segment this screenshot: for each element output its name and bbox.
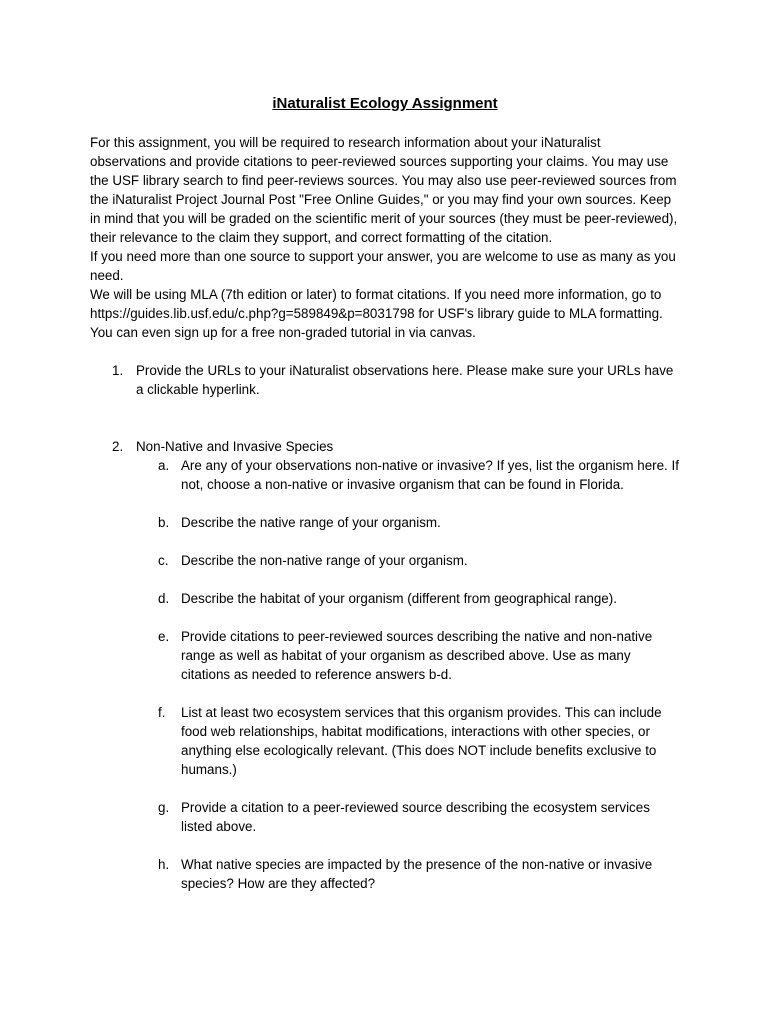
subquestion-text: Describe the native range of your organism. xyxy=(181,515,441,530)
subquestion-list xyxy=(136,456,680,893)
subquestion-a xyxy=(136,456,680,494)
subquestion-letter: d. xyxy=(158,591,170,606)
subquestion-g xyxy=(136,798,680,836)
subquestion-text: Are any of your observations non-native or invasive? If yes, list the organism here. If not, choose a non-native or invasive organism that can be found in Florida. xyxy=(181,458,679,492)
document-title: iNaturalist Ecology Assignment xyxy=(272,95,498,112)
subquestion-e xyxy=(136,627,680,684)
subquestion-letter: f. xyxy=(158,705,166,720)
subquestion-c xyxy=(136,551,680,570)
subquestion-f xyxy=(136,703,680,779)
subquestion-d xyxy=(136,589,680,608)
question-1 xyxy=(90,361,680,437)
question-number: 1. xyxy=(112,363,124,378)
mla-paragraph: We will be using MLA (7th edition or later) to format citations. If you need more information, go to https://guides.lib.usf.edu/c.php?g=589849&p=8031798 for USF's library guide to MLA formatting. You can even sign up for a free non-graded tutorial in via canvas. xyxy=(90,287,663,340)
question-list xyxy=(90,361,680,893)
subquestion-text: What native species are impacted by the presence of the non-native or invasive species? How are they affected? xyxy=(181,857,653,891)
subquestion-letter: h. xyxy=(158,857,170,872)
subquestion-text: List at least two ecosystem services that this organism provides. This can include food web relationships, habitat modifications, interactions with other species, or anything else ecologically relevant. (This does NOT include benefits exclusive to humans.) xyxy=(181,705,662,777)
subquestion-text: Describe the habitat of your organism (different from geographical range). xyxy=(181,591,617,606)
question-2 xyxy=(90,437,680,893)
subquestion-b xyxy=(136,513,680,532)
subquestion-letter: c. xyxy=(158,553,169,568)
subquestion-letter: b. xyxy=(158,515,170,530)
subquestion-letter: e. xyxy=(158,629,170,644)
intro-paragraph: For this assignment, you will be required to research information about your iNaturalist observations and provide citations to peer-reviewed sources supporting your claims. You may use the USF library search to find peer-reviews sources. You may also use peer-reviewed sources from the iNaturalist Project Journal Post "Free Online Guides," or you may find your own sources. Keep in mind that you will be graded on the scientific merit of your sources (they must be peer-reviewed), their relevance to the claim they support, and correct formatting of the citation. xyxy=(90,135,678,245)
question-text: Non-Native and Invasive Species xyxy=(136,439,334,454)
question-number: 2. xyxy=(112,439,124,454)
subquestion-text: Describe the non-native range of your organism. xyxy=(181,553,468,568)
multiple-sources-paragraph: If you need more than one source to support your answer, you are welcome to use as many as you need. xyxy=(90,249,676,283)
answer-space xyxy=(136,399,680,437)
subquestion-text: Provide citations to peer-reviewed sources describing the native and non-native range as well as habitat of your organism as described above. Use as many citations as needed to reference answers b-d. xyxy=(181,629,653,682)
subquestion-h xyxy=(136,855,680,893)
question-text: Provide the URLs to your iNaturalist observations here. Please make sure your URLs have a clickable hyperlink. xyxy=(136,363,674,397)
subquestion-text: Provide a citation to a peer-reviewed source describing the ecosystem services listed above. xyxy=(181,800,650,834)
subquestion-letter: g. xyxy=(158,800,170,815)
subquestion-letter: a. xyxy=(158,458,170,473)
